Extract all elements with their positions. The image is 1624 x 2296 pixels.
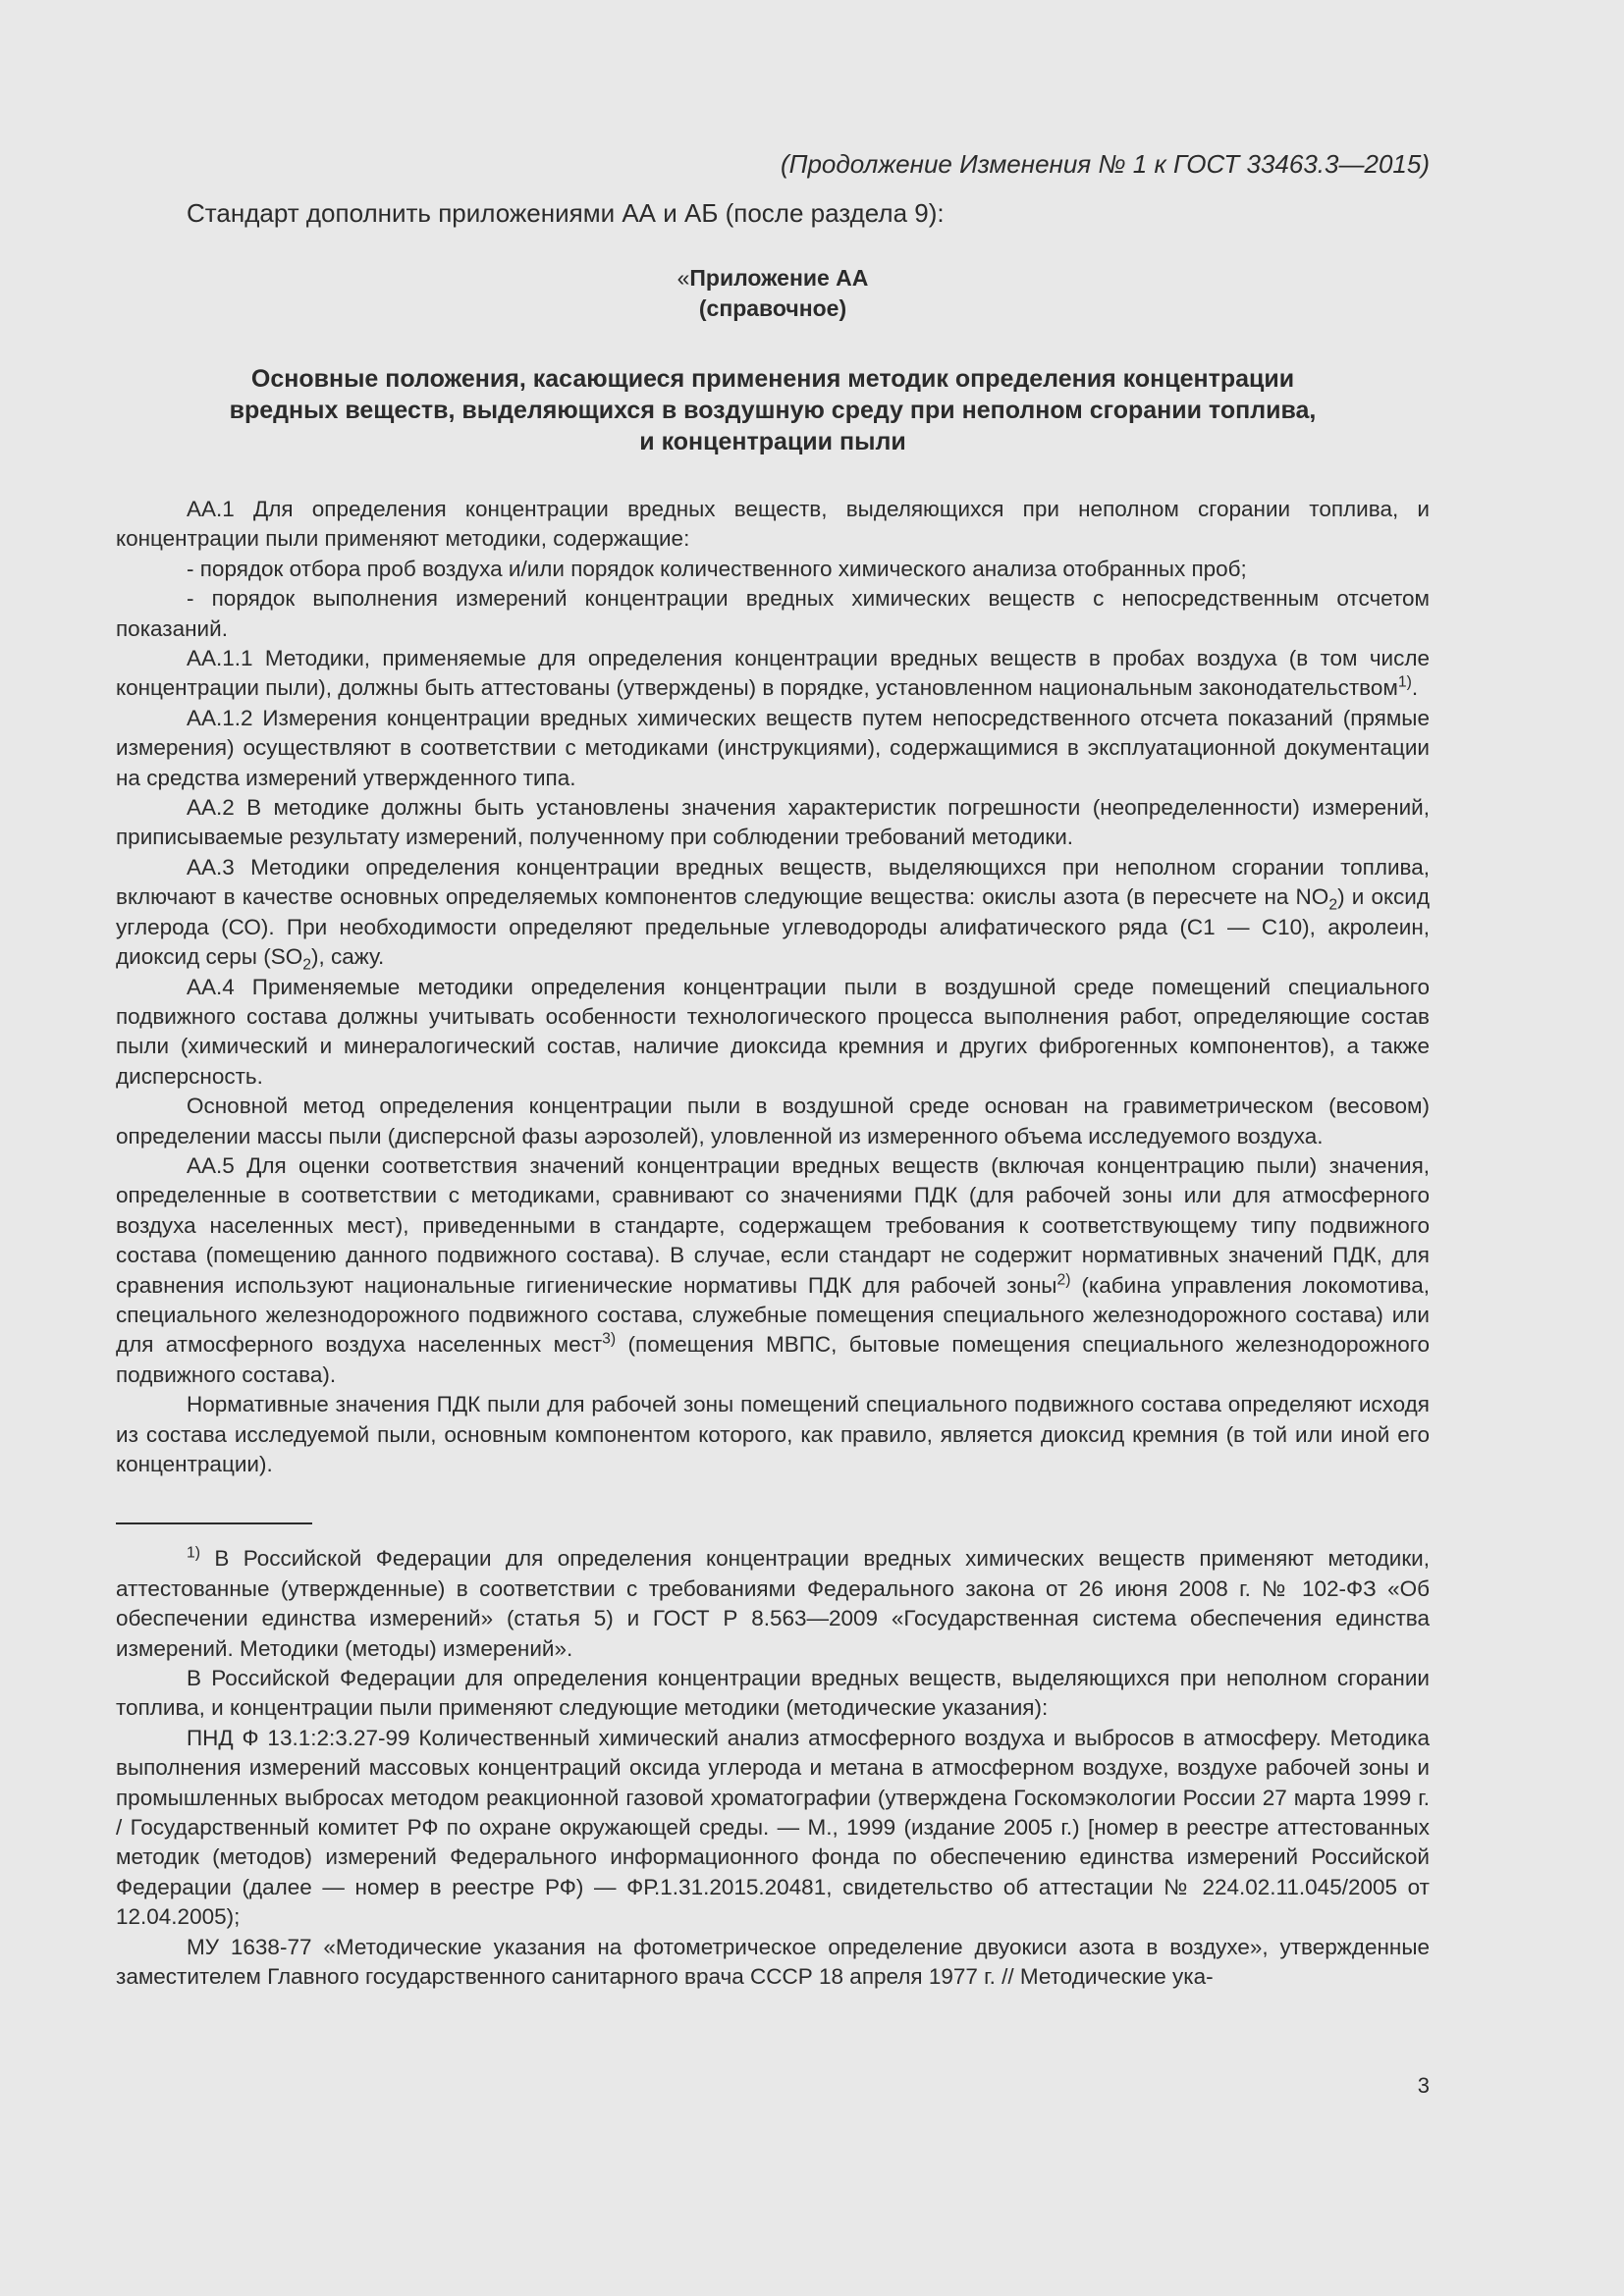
footnotes <box>116 1544 1430 1992</box>
document-page <box>116 137 1430 1993</box>
title-line-2: вредных веществ, выделяющихся в воздушную среду при неполном сгорании топлива, <box>229 397 1317 424</box>
list-item: - порядок отбора проб воздуха и/или порядок количественного химического анализа отобранных проб; <box>187 556 1247 581</box>
paragraph-aa4: АА.4 Применяемые методики определения концентрации пыли в воздушной среде помещений специального подвижного состава должны учитывать особенности технологического процесса выполнения работ, определяющие состав пыли (химический и минералогический состав, наличие диоксида кремния и других фиброгенных компонентов), а также дисперсность. <box>116 974 1430 1089</box>
text: (кабина управления локомотива, специального железнодорожного подвижного состава, служебные помещения специального железнодорожного состава) или для атмосферного воздуха населенных мест <box>116 1272 1430 1358</box>
footnote-1 <box>116 1544 1430 1664</box>
footnote-ref: 2) <box>1056 1271 1071 1289</box>
footnote-paragraph: В Российской Федерации для определения концентрации вредных веществ, выделяющихся при неполном сгорании топлива, и концентрации пыли применяют следующие методики (методические указания): <box>116 1666 1430 1721</box>
text: . <box>1411 675 1419 701</box>
paragraph-aa11 <box>116 644 1430 704</box>
footnote-ref: 1) <box>1397 673 1412 691</box>
paragraph-aa5-norms: Нормативные значения ПДК пыли для рабочей зоны помещений специального подвижного состава определяют исходя из состава исследуемой пыли, основным компонентом которого, как правило, является диоксид кремния (в той или иной его концентрации). <box>116 1392 1430 1476</box>
appendix-heading <box>116 263 1430 324</box>
text: ), сажу. <box>310 944 385 970</box>
list-item: - порядок выполнения измерений концентрации вредных химических веществ с непосредственным отсчетом показаний. <box>116 586 1430 641</box>
text: АА.3 Методики определения концентрации вредных веществ, выделяющихся при неполном сгорании топлива, включают в качестве основных определяемых компонентов следующие вещества: окислы азота (в пересчете на NO <box>116 854 1430 910</box>
footnote-mark: 1) <box>187 1544 201 1562</box>
text: ) и оксид углерода (СО). При необходимости определяют предельные углеводороды алифатического ряда (С1 — С10), акролеин, диоксид серы (SO <box>116 884 1430 970</box>
paragraph-aa12: АА.1.2 Измерения концентрации вредных химических веществ путем непосредственного отсчета показаний (прямые измерения) осуществляют в соответствии с методиками (инструкциями), содержащимися в эксплуатационной документации на средства измерений утвержденного типа. <box>116 705 1430 790</box>
body-text <box>116 495 1430 1479</box>
subscript: 2 <box>302 956 311 974</box>
section-title <box>116 363 1430 457</box>
text: АА.1.1 Методики, применяемые для определения концентрации вредных веществ в пробах воздуха (в том числе концентрации пыли), должны быть аттестованы (утверждены) в порядке, установленном национальным законодательством <box>116 646 1430 701</box>
footnote-separator <box>116 1522 312 1524</box>
paragraph-aa1: АА.1 Для определения концентрации вредных веществ, выделяющихся при неполном сгорании топлива, и концентрации пыли применяют методики, содержащие: <box>116 497 1430 552</box>
footnote-paragraph: МУ 1638-77 «Методические указания на фотометрическое определение двуокиси азота в воздухе», утвержденные заместителем Главного государственного санитарного врача СССР 18 апреля 1977 г. // Методические ука- <box>116 1934 1430 1990</box>
open-quote: « <box>677 265 690 291</box>
running-header: (Продолжение Изменения № 1 к ГОСТ 33463.3—2015) <box>780 149 1430 179</box>
paragraph-aa4-method: Основной метод определения концентрации пыли в воздушной среде основан на гравиметрическом (весовом) определении массы пыли (дисперсной фазы аэрозолей), уловленной из измеренного объема исследуемого воздуха. <box>116 1094 1430 1148</box>
text: (помещения МВПС, бытовые помещения специального железнодорожного подвижного состава). <box>116 1332 1430 1387</box>
intro-paragraph: Стандарт дополнить приложениями АА и АБ (после раздела 9): <box>187 198 945 228</box>
appendix-kind: (справочное) <box>698 295 847 321</box>
paragraph-aa2: АА.2 В методике должны быть установлены значения характеристик погрешности (неопределенности) измерений, приписываемые результату измерений, полученному при соблюдении требований методики. <box>116 795 1430 850</box>
title-line-3: и концентрации пыли <box>639 428 906 455</box>
subscript: 2 <box>1328 896 1338 914</box>
footnote-ref: 3) <box>602 1330 617 1348</box>
text: В Российской Федерации для определения концентрации вредных химических веществ применяют методики, аттестованные (утвержденные) в соответствии с требованиями Федерального закона от 26 июня 2008 г. № 102-ФЗ «Об обеспечении единства измерений» (статья 5) и ГОСТ Р 8.563—2009 «Государственная система обеспечения единства измерений. Методики (методы) измерений». <box>116 1546 1430 1661</box>
title-line-1: Основные положения, касающиеся применения методик определения концентрации <box>250 365 1295 393</box>
paragraph-aa5 <box>116 1151 1430 1390</box>
page-number: 3 <box>1417 2073 1430 2098</box>
appendix-label: Приложение АА <box>689 265 869 291</box>
paragraph-aa3 <box>116 853 1430 973</box>
text: АА.5 Для оценки соответствия значений концентрации вредных веществ (включая концентрацию пыли) значения, определенные в соответствии с методиками, сравнивают со значениями ПДК (для рабочей зоны или для атмосферного воздуха населенных мест), приведенными в стандарте, содержащем требования к соответствующему типу подвижного состава (помещению данного подвижного состава). В случае, если стандарт не содержит нормативных значений ПДК, для сравнения используют национальные гигиенические нормативы ПДК для рабочей зоны <box>116 1152 1430 1298</box>
footnote-paragraph: ПНД Ф 13.1:2:3.27-99 Количественный химический анализ атмосферного воздуха и выбросов в атмосферу. Методика выполнения измерений массовых концентраций оксида углерода и метана в атмосферном воздухе, воздухе рабочей зоны и промышленных выбросах методом реакционной газовой хроматографии (утверждена Госкомэкологии России 27 марта 1999 г. / Государственный комитет РФ по охране окружающей среды. — М., 1999 (издание 2005 г.) [номер в реестре аттестованных методик (методов) измерений Федерального информационного фонда по обеспечению единства измерений Российской Федерации (далее — номер в реестре РФ) — ФР.1.31.2015.20481, свидетельство об аттестации № 224.02.11.045/2005 от 12.04.2005); <box>116 1725 1430 1930</box>
